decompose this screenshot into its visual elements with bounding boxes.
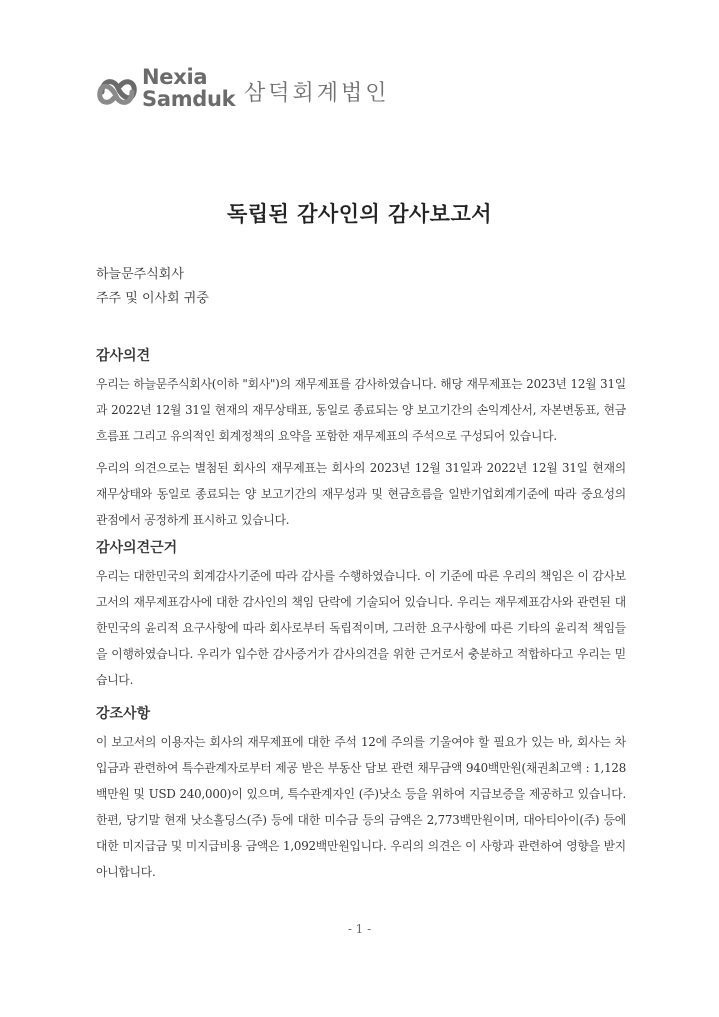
logo-line-1: Nexia bbox=[142, 65, 208, 89]
section-paragraph: 우리의 의견으로는 별첨된 회사의 재무제표는 회사의 2023년 12월 31일과 2022년 12월 31일 현재의 재무상태와 동일로 종료되는 양 보고기간의 재무성과 및 현금흐름을 일반기업회계기준에 따라 중요성의 관점에서 공정하게 표시하고 있습니다. bbox=[96, 461, 626, 527]
section-paragraph: 이 보고서의 이용자는 회사의 재무제표에 대한 주석 12에 주의를 기울여야 할 필요가 있는 바, 회사는 차입금과 관련하여 특수관계자로부터 제공 받은 부동산 담보 관련 채무금액 940백만원(채권최고액 : 1,128백만원 및 USD 240,000)이 있으며, 특수관계자인 (주)낫소 등을 위하여 지급보증을 제공하고 있습니다. 한편, 당기말 현재 낫소홀딩스(주) 등에 대한 미수금 등의 금액은 2,773백만원이며, 대아티아이(주) 등에 대한 미지급금 및 미지급비용 금액은 1,092백만원입니다. 우리의 의견은 이 사항과 관련하여 영향을 받지 아니합니다. bbox=[96, 735, 626, 879]
section-audit-opinion bbox=[96, 345, 626, 539]
section-heading: 감사의견근거 bbox=[96, 540, 178, 556]
document-title: 독립된 감사인의 감사보고서 bbox=[226, 202, 493, 226]
section-heading: 감사의견 bbox=[96, 348, 151, 364]
addressee-recipients: 주주 및 이사회 귀중 bbox=[96, 291, 209, 306]
addressee-company: 하늘문주식회사 bbox=[96, 267, 184, 282]
section-basis-for-opinion bbox=[96, 537, 626, 699]
page-number: - 1 - bbox=[347, 922, 372, 936]
logo-line-2: Samduk bbox=[142, 87, 236, 111]
firm-name: 삼덕회계법인 bbox=[244, 81, 390, 106]
report-header bbox=[96, 66, 436, 118]
section-heading: 강조사항 bbox=[96, 706, 151, 722]
nexia-infinity-icon bbox=[96, 72, 138, 112]
section-paragraph: 우리는 하늘문주식회사(이하 "회사")의 재무제표를 감사하였습니다. 해당 재무제표는 2023년 12월 31일과 2022년 12월 31일 현재의 재무상태표, 동일로 종료되는 양 보고기간의 손익계산서, 자본변동표, 현금흐름표 그리고 유의적인 회계정책의 요약을 포함한 재무제표의 주석으로 구성되어 있습니다. bbox=[96, 377, 626, 443]
section-emphasis-of-matter bbox=[96, 703, 626, 891]
section-paragraph: 우리는 대한민국의 회계감사기준에 따라 감사를 수행하였습니다. 이 기준에 따른 우리의 책임은 이 감사보고서의 재무제표감사에 대한 감사인의 책임 단락에 기술되어 있습니다. 우리는 재무제표감사와 관련된 대한민국의 윤리적 요구사항에 따라 회사로부터 독립적이며, 그러한 요구사항에 따른 기타의 윤리적 책임들을 이행하였습니다. 우리가 입수한 감사증거가 감사의견을 위한 근거로서 충분하고 적합하다고 우리는 믿습니다. bbox=[96, 569, 626, 687]
addressee-block bbox=[96, 263, 209, 311]
logo-wordmark bbox=[142, 66, 235, 110]
